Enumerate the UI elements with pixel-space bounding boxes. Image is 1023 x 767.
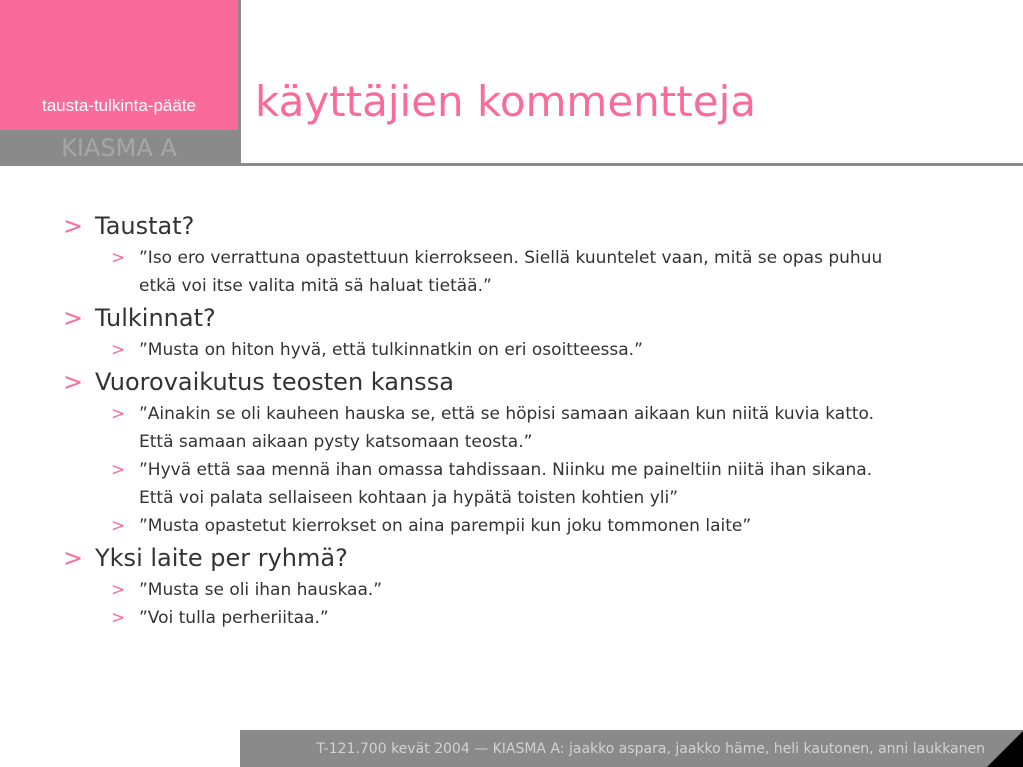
sub-bullet-arrow-icon: >: [111, 248, 126, 268]
quote-line: Että samaan aikaan pysty katsomaan teosta.”: [139, 432, 533, 452]
header-subtitle: tausta-tulkinta-pääte: [41, 96, 197, 115]
bullet-heading: Tulkinnat?: [95, 304, 216, 332]
sub-bullet-arrow-icon: >: [111, 516, 126, 536]
sub-bullet-arrow-icon: >: [111, 608, 126, 628]
bullet-arrow-icon: >: [63, 304, 84, 332]
bullet-arrow-icon: >: [63, 368, 84, 396]
bullet-arrow-icon: >: [63, 212, 84, 240]
page-corner-triangle-icon: [987, 731, 1023, 767]
kiasma-label: KIASMA A: [61, 134, 177, 162]
bullet-item: [0, 302, 1023, 334]
bullet-item: [0, 210, 1023, 242]
bullet-arrow-icon: >: [63, 544, 84, 572]
sub-bullet-item: [0, 512, 1023, 540]
footer-credits: T-121.700 kevät 2004 — KIASMA A: jaakko aspara, jaakko häme, heli kautonen, anni laukkanen: [316, 741, 985, 757]
footer-bar: [240, 730, 1023, 767]
bullet-item: [0, 542, 1023, 574]
quote-line: Että voi palata sellaiseen kohtaan ja hypätä toisten kohtien yli”: [139, 488, 679, 508]
bullet-heading: Yksi laite per ryhmä?: [95, 544, 348, 572]
sub-bullet-item: [0, 400, 1023, 456]
quote-line: etkä voi itse valita mitä sä haluat tietää.”: [139, 276, 492, 296]
bullet-heading: Vuorovaikutus teosten kanssa: [95, 368, 454, 396]
sub-bullet-item: [0, 576, 1023, 604]
sub-bullet-item: [0, 604, 1023, 632]
quote-line: ”Musta on hiton hyvä, että tulkinnatkin on eri osoitteessa.”: [139, 340, 643, 360]
slide-title: käyttäjien kommentteja: [255, 77, 756, 126]
quote-line: ”Voi tulla perheriitaa.”: [139, 608, 329, 628]
sub-bullet-arrow-icon: >: [111, 404, 126, 424]
bullet-item: [0, 366, 1023, 398]
quote-line: ”Iso ero verrattuna opastettuun kierrokseen. Siellä kuuntelet vaan, mitä se opas puhuu: [139, 248, 883, 268]
bullet-heading: Taustat?: [95, 212, 195, 240]
sub-bullet-arrow-icon: >: [111, 580, 126, 600]
header-vertical-divider: [238, 0, 241, 166]
sub-bullet-item: [0, 456, 1023, 512]
sub-bullet-item: [0, 336, 1023, 364]
sub-bullet-arrow-icon: >: [111, 460, 126, 480]
quote-line: ”Hyvä että saa mennä ihan omassa tahdissaan. Niinku me paineltiin niitä ihan sikana.: [139, 460, 873, 480]
header-horizontal-divider: [238, 163, 1023, 166]
sub-bullet-item: [0, 244, 1023, 300]
quote-line: ”Ainakin se oli kauheen hauska se, että se höpisi samaan aikaan kun niitä kuvia katto.: [139, 404, 875, 424]
sub-bullet-arrow-icon: >: [111, 340, 126, 360]
bullet-list: [0, 210, 1023, 632]
quote-line: ”Musta se oli ihan hauskaa.”: [139, 580, 383, 600]
quote-line: ”Musta opastetut kierrokset on aina parempii kun joku tommonen laite”: [139, 516, 752, 536]
